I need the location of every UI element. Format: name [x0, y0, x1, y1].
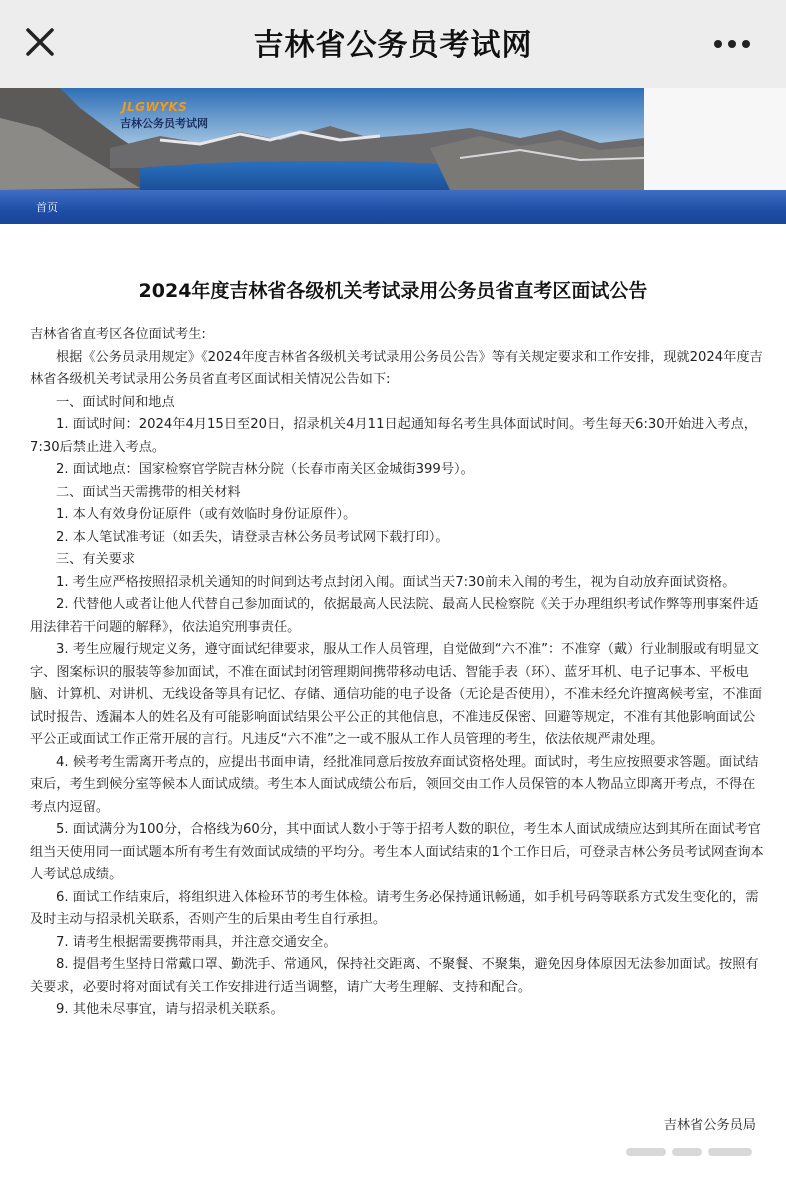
site-logo-cn: 吉林公务员考试网 — [120, 117, 208, 130]
paragraph: 8. 提倡考生坚持日常戴口罩、勤洗手、常通风，保持社交距离、不聚餐、不聚集，避免因身体原因无法参加面试。按照有关要求，必要时将对面试有关工作安排进行适当调整，请广大考生理解、支持和配合。 — [30, 957, 759, 995]
section-heading: 二、面试当天需携带的相关材料 — [56, 484, 241, 500]
paragraph: 2. 本人笔试准考证（如丢失，请登录吉林公务员考试网下载打印）。 — [56, 529, 449, 545]
section-heading: 三、有关要求 — [56, 552, 136, 567]
site-logo-en: JLGWYKS — [122, 100, 188, 114]
watermark-bar — [672, 1148, 702, 1156]
paragraph: 5. 面试满分为100分，合格线为60分，其中面试人数小于等于招考人数的职位，考生本人面试成绩应达到其所在面试考官组当天使用同一面试题本所有考生有效面试成绩的平均分。考生本人面试结束的1个工作日后，可登录吉林公务员考试网查询本人考试总成绩。 — [30, 822, 764, 882]
paragraph: 4. 候考考生需离开考点的，应提出书面申请，经批准同意后按放弃面试资格处理。面试时，考生应按照要求答题。面试结束后，考生到候分室等候本人面试成绩。考生本人面试成绩公布后，领回交由工作人员保管的本人物品立即离开考点，不得在考点内逗留。 — [30, 754, 759, 815]
more-icon[interactable] — [712, 34, 752, 54]
watermark-bar — [708, 1148, 752, 1156]
article-title: 2024年度吉林省各级机关考试录用公务员省直考区面试公告 — [138, 280, 648, 302]
paragraph: 6. 面试工作结束后，将组织进入体检环节的考生体检。请考生务必保持通讯畅通，如手机号码等联系方式发生变化的，需及时主动与招录机关联系，否则产生的后果由考生自行承担。 — [30, 889, 759, 927]
nav-bar — [0, 190, 786, 224]
section-heading: 一、面试时间和地点 — [56, 394, 175, 410]
paragraph: 1. 考生应严格按照招录机关通知的时间到达考点封闭入闱。面试当天7:30前未入闱的考生，视为自动放弃面试资格。 — [56, 574, 736, 590]
paragraph: 1. 本人有效身份证原件（或有效临时身份证原件）。 — [56, 507, 357, 522]
paragraph: 根据《公务员录用规定》《2024年度吉林省各级机关考试录用公务员公告》等有关规定要求和工作安排，现就2024年度吉林省各级机关考试录用公务员省直考区面试相关情况公告如下: — [30, 349, 763, 387]
site-banner — [0, 88, 786, 190]
page-title: 吉林省公务员考试网 — [253, 28, 533, 63]
app-top-bar — [0, 0, 786, 88]
paragraph: 7. 请考生根据需要携带雨具，并注意交通安全。 — [56, 934, 337, 950]
paragraph: 2. 代替他人或者让他人代替自己参加面试的，依据最高人民法院、最高人民检察院《关于办理组织考试作弊等刑事案件适用法律若干问题的解释》，依法追究刑事责任。 — [30, 597, 759, 635]
paragraph: 2. 面试地点：国家检察官学院吉林分院（长春市南关区金城街399号）。 — [56, 462, 474, 477]
paragraph: 9. 其他未尽事宜，请与招录机关联系。 — [56, 1002, 284, 1017]
article-body — [30, 324, 766, 1022]
watermark-bar — [626, 1148, 666, 1156]
salutation: 吉林省省直考区各位面试考生: — [30, 327, 206, 342]
signature: 吉林省公务员局 — [663, 1118, 756, 1133]
watermark-overlay — [616, 1140, 766, 1164]
lake-mountain-banner-image — [0, 88, 786, 190]
paragraph: 3. 考生应履行规定义务，遵守面试纪律要求，服从工作人员管理，自觉做到“六不准”：不准穿（戴）行业制服或有明显文字、图案标识的服装等参加面试，不准在面试封闭管理期间携带移动电话、智能手表（环）、蓝牙耳机、电子记事本、平板电脑、计算机、对讲机、无线设备等具有记忆、存储、通信功能的电子设备（无论是否使用），不准未经允许擅离候考室，不准面试时报告、透漏本人的姓名及有可能影响面试结果公平公正的其他信息，不准违反保密、回避等规定，不准有其他影响面试公平公正或面试工作正常开展的言行。凡违反“六不准”之一或不服从工作人员管理的考生，依法依规严肃处理。 — [30, 642, 762, 747]
paragraph: 1. 面试时间：2024年4月15日至20日，招录机关4月11日起通知每名考生具体面试时间。考生每天6:30开始进入考点，7:30后禁止进入考点。 — [30, 417, 757, 455]
nav-home-link[interactable]: 首页 — [36, 201, 58, 214]
